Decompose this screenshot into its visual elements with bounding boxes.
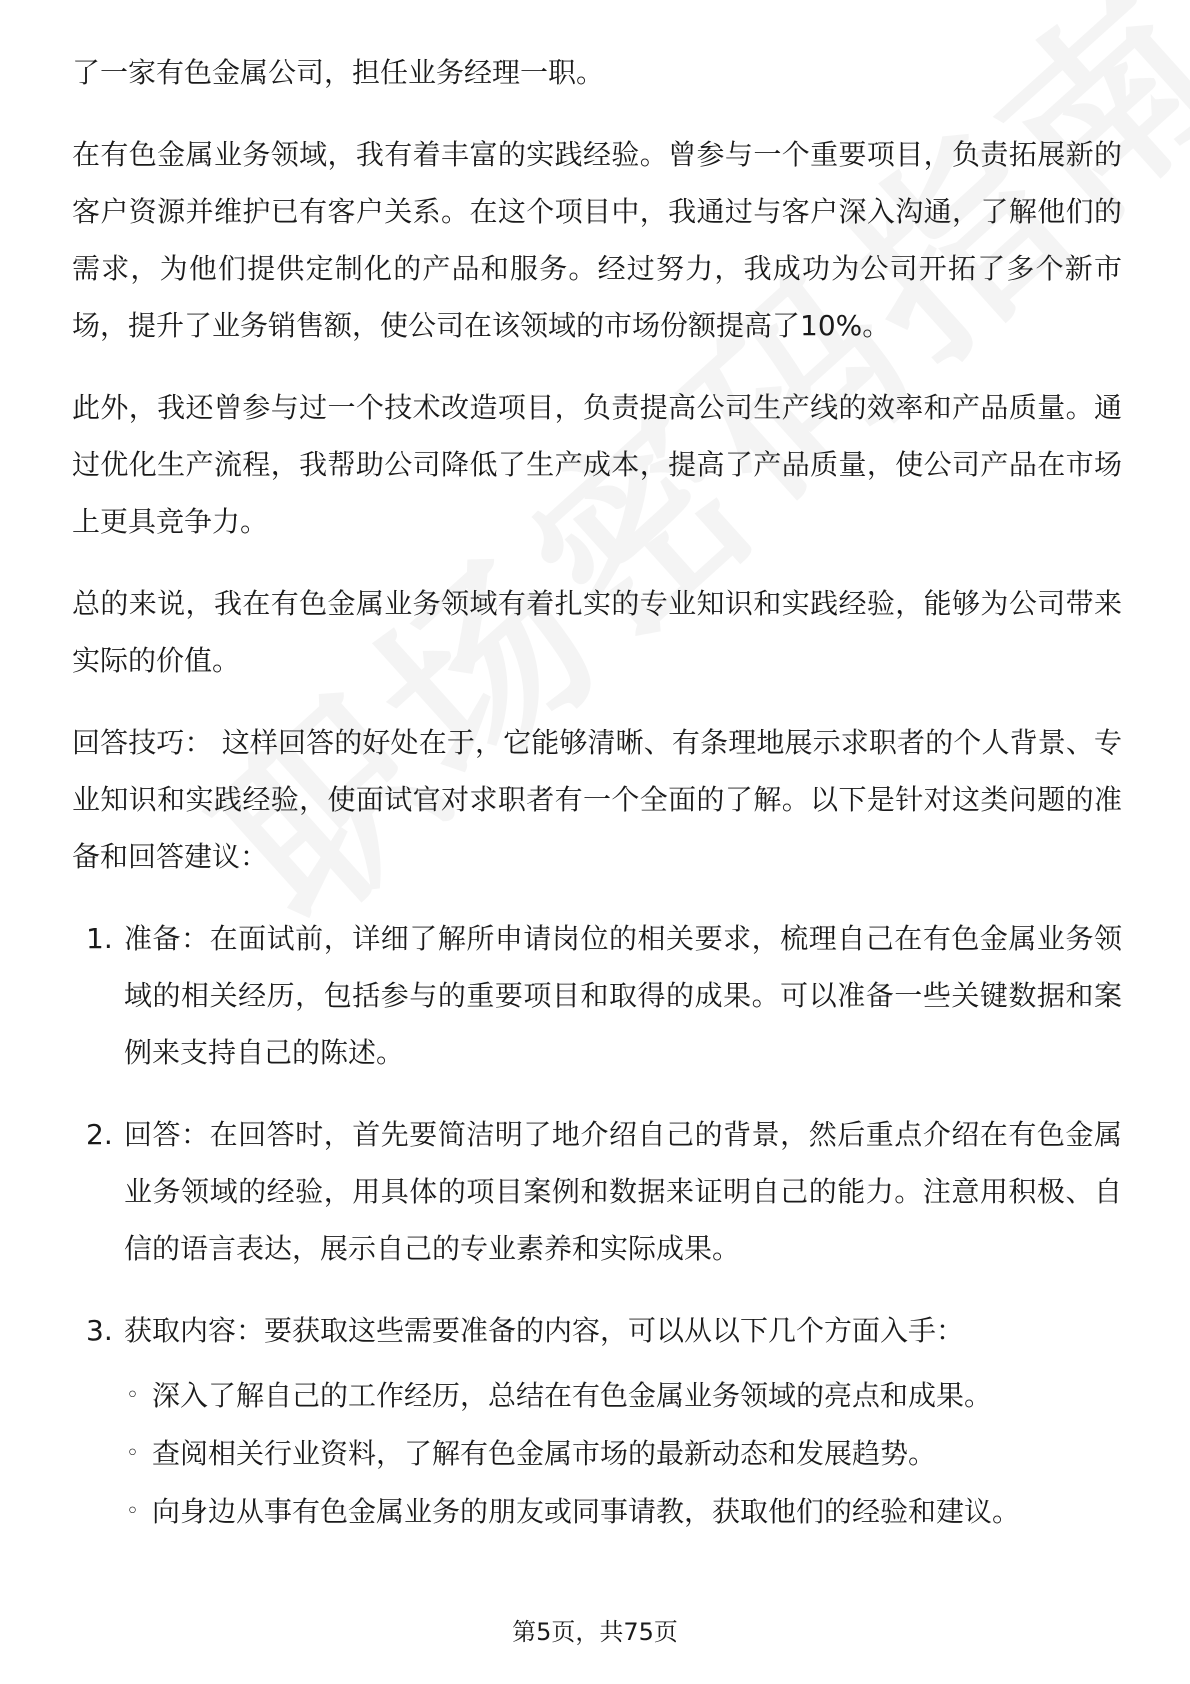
- list-item-text: 准备：在面试前，详细了解所申请岗位的相关要求，梳理自己在有色金属业务领域的相关经历，包括参与的重要项目和取得的成果。可以准备一些关键数据和案例来支持自己的陈述。: [124, 922, 1122, 1069]
- page-number: 第5页，共75页: [512, 1618, 678, 1646]
- paragraph: 总的来说，我在有色金属业务领域有着扎实的专业知识和实践经验，能够为公司带来实际的价值。: [72, 587, 1122, 677]
- sublist-item: [124, 1487, 1122, 1537]
- bullet-sublist: [124, 1371, 1122, 1537]
- paragraph: 了一家有色金属公司，担任业务经理一职。: [72, 56, 605, 89]
- paragraph: 在有色金属业务领域，我有着丰富的实践经验。曾参与一个重要项目，负责拓展新的客户资源并维护已有客户关系。在这个项目中，我通过与客户深入沟通，了解他们的需求，为他们提供定制化的产品和服务。经过努力，我成功为公司开拓了多个新市场，提升了业务销售额，使公司在该领域的市场份额提高了10%。: [72, 138, 1122, 342]
- list-number: 1.: [86, 922, 113, 955]
- bullet-icon: ◦: [126, 1441, 139, 1466]
- sublist-item: [124, 1371, 1122, 1421]
- numbered-list: [72, 910, 1122, 1537]
- bullet-icon: ◦: [126, 1383, 139, 1408]
- list-item: [72, 1302, 1122, 1537]
- tips-paragraph: 回答技巧： 这样回答的好处在于，它能够清晰、有条理地展示求职者的个人背景、专业知识和实践经验，使面试官对求职者有一个全面的了解。以下是针对这类问题的准备和回答建议：: [72, 726, 1122, 873]
- list-item-text: 回答：在回答时，首先要简洁明了地介绍自己的背景，然后重点介绍在有色金属业务领域的经验，用具体的项目案例和数据来证明自己的能力。注意用积极、自信的语言表达，展示自己的专业素养和实际成果。: [124, 1118, 1122, 1265]
- sublist-item: [124, 1429, 1122, 1479]
- list-item: [72, 1106, 1122, 1277]
- paragraph: 此外，我还曾参与过一个技术改造项目，负责提高公司生产线的效率和产品质量。通过优化生产流程，我帮助公司降低了生产成本，提高了产品质量，使公司产品在市场上更具竞争力。: [72, 391, 1122, 538]
- document-body: [72, 44, 1122, 1562]
- sublist-item-text: 查阅相关行业资料，了解有色金属市场的最新动态和发展趋势。: [152, 1437, 937, 1470]
- bullet-icon: ◦: [126, 1499, 139, 1524]
- list-item: [72, 910, 1122, 1081]
- list-number: 2.: [86, 1118, 113, 1151]
- sublist-item-text: 向身边从事有色金属业务的朋友或同事请教，获取他们的经验和建议。: [152, 1495, 1021, 1528]
- list-item-text: 获取内容：要获取这些需要准备的内容，可以从以下几个方面入手：: [124, 1314, 965, 1347]
- list-number: 3.: [86, 1314, 113, 1347]
- sublist-item-text: 深入了解自己的工作经历，总结在有色金属业务领域的亮点和成果。: [152, 1379, 993, 1412]
